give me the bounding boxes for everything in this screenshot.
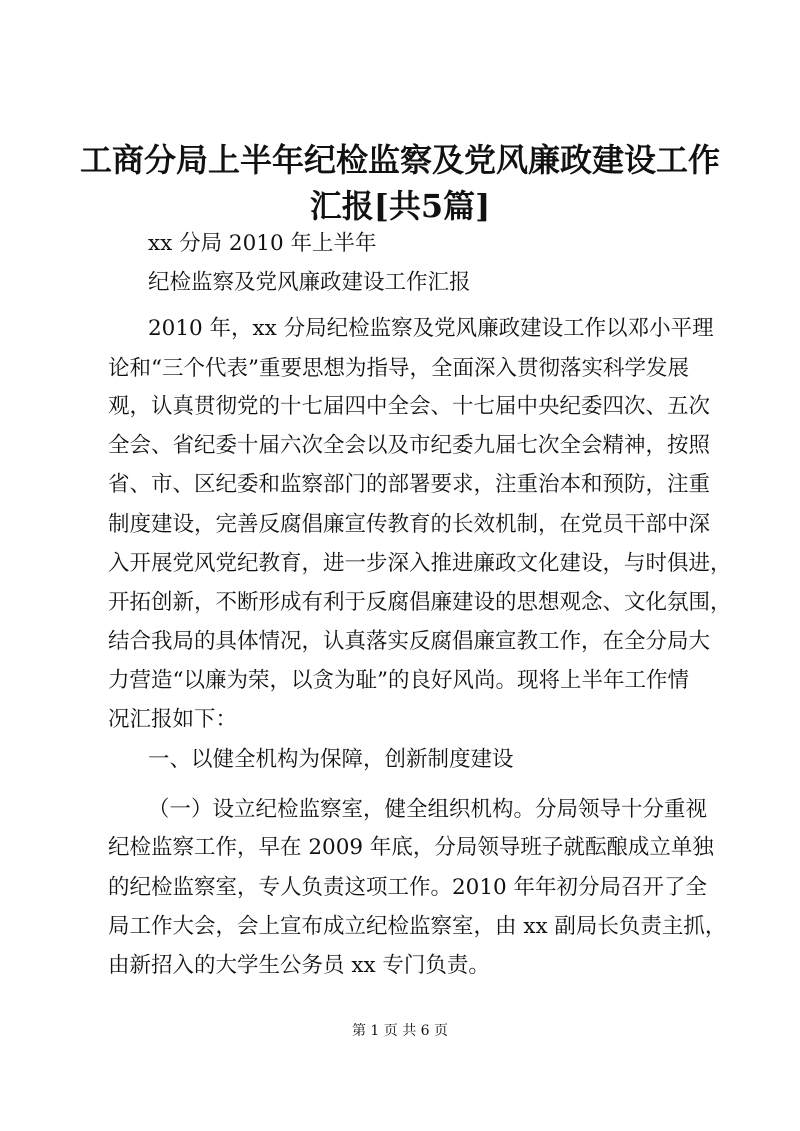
body-line: 入开展党风党纪教育，进一步深入推进廉政文化建设，与时俱进，	[108, 551, 732, 576]
document-title-line-1: 工商分局上半年纪检监察及党风廉政建设工作	[79, 141, 720, 179]
body-line: 省、市、区纪委和监察部门的部署要求，注重治本和预防，注重	[108, 472, 711, 497]
body-line: 局工作大会，会上宣布成立纪检监察室，由 xx 副局长负责主抓，	[108, 914, 727, 939]
section-heading: 一、以健全机构为保障，创新制度建设	[148, 747, 514, 772]
body-line: 开拓创新，不断形成有利于反腐倡廉建设的思想观念、文化氛围，	[108, 590, 732, 615]
body-line: 观，认真贯彻党的十七届四中全会、十七届中央纪委四次、五次	[108, 394, 711, 419]
body-line: 2010 年，xx 分局纪检监察及党风廉政建设工作以邓小平理	[148, 316, 714, 341]
body-line: 制度建设，完善反腐倡廉宣传教育的长效机制，在党员干部中深	[108, 512, 711, 537]
body-line: 由新招入的大学生公务员 xx 专门负责。	[108, 953, 490, 978]
body-line: 论和“三个代表”重要思想为指导，全面深入贯彻落实科学发展	[108, 356, 689, 381]
body-line: （一）设立纪检监察室，健全组织机构。分局领导十分重视	[148, 797, 708, 822]
body-line: 结合我局的具体情况，认真落实反腐倡廉宣教工作，在全分局大	[108, 629, 711, 654]
subtitle-line-2: 纪检监察及党风廉政建设工作汇报	[148, 270, 471, 295]
subtitle-line-1: xx 分局 2010 年上半年	[148, 231, 377, 256]
body-line: 纪检监察工作，早在 2009 年底，分局领导班子就酝酿成立单独	[108, 835, 714, 860]
document-title-line-2: 汇报[共5篇]	[309, 187, 491, 225]
body-line: 况汇报如下：	[108, 707, 238, 732]
page-number-footer: 第 1 页 共 6 页	[351, 1023, 449, 1039]
body-line: 的纪检监察室，专人负责这项工作。2010 年年初分局召开了全	[108, 875, 708, 900]
body-line: 全会、省纪委十届六次全会以及市纪委九届七次全会精神，按照	[108, 433, 711, 458]
body-line: 力营造“以廉为荣，以贪为耻”的良好风尚。现将上半年工作情	[108, 668, 689, 693]
